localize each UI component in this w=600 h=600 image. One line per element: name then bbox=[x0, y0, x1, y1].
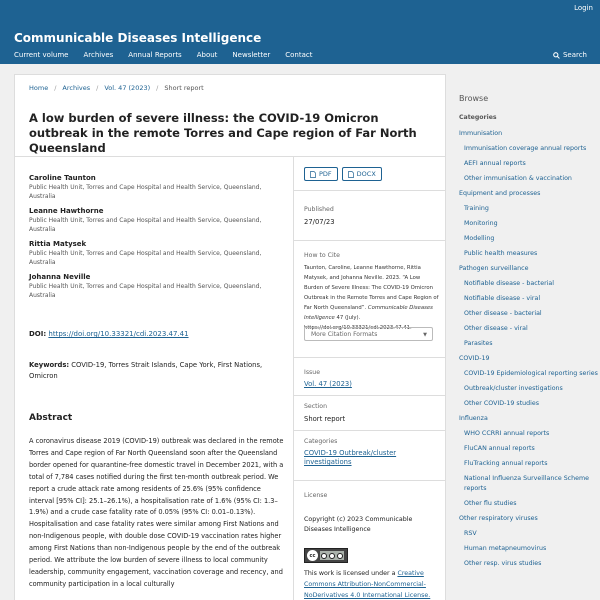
issue-link[interactable]: Vol. 47 (2023) bbox=[304, 380, 352, 388]
title-divider bbox=[15, 156, 445, 157]
sidebar-category-item[interactable]: Immunisation bbox=[459, 130, 503, 137]
nd-icon bbox=[337, 553, 343, 559]
sidebar-category-item[interactable]: COVID-19 Epidemiological reporting series bbox=[464, 370, 598, 377]
citation-text bbox=[304, 263, 439, 333]
license-prefix: This work is licensed under a bbox=[304, 570, 398, 577]
details-divider bbox=[294, 480, 446, 481]
sidebar-category-item[interactable]: Other disease - bacterial bbox=[464, 310, 542, 317]
citation-formats-label: More Citation Formats bbox=[311, 331, 378, 338]
sidebar-category-item[interactable]: Other resp. virus studies bbox=[464, 560, 542, 567]
sidebar-category-item[interactable]: Monitoring bbox=[464, 220, 498, 227]
license-text bbox=[304, 568, 439, 600]
section-label: Section bbox=[304, 403, 327, 410]
file-icon bbox=[310, 171, 316, 178]
keywords bbox=[29, 360, 279, 382]
author-affiliation: Public Health Unit, Torres and Cape Hospital and Health Service, Queensland, Australia bbox=[29, 283, 262, 299]
search-button[interactable] bbox=[553, 51, 587, 59]
details-divider bbox=[294, 430, 446, 431]
author-affiliation: Public Health Unit, Torres and Cape Hospital and Health Service, Queensland, Australia bbox=[29, 217, 262, 233]
nav-contact[interactable]: Contact bbox=[285, 51, 313, 59]
categories-label: Categories bbox=[304, 438, 338, 445]
author-affiliation: Public Health Unit, Torres and Cape Hospital and Health Service, Queensland, Australia bbox=[29, 250, 262, 266]
sidebar-category-item[interactable]: Immunisation coverage annual reports bbox=[464, 145, 587, 152]
sidebar-category-item[interactable]: AEFI annual reports bbox=[464, 160, 526, 167]
doi-link[interactable]: https://doi.org/10.33321/cdi.2023.47.41 bbox=[48, 330, 189, 338]
author-list bbox=[29, 173, 279, 305]
file-icon bbox=[348, 171, 354, 178]
pdf-button[interactable] bbox=[304, 167, 338, 181]
abstract-heading: Abstract bbox=[29, 413, 73, 423]
column-divider bbox=[293, 157, 294, 600]
citation-plain: Taunton, Caroline, Leanne Hawthorne, Rittia Matysek, and Johanna Neville. 2023. “A Low Burden of Severe Illness: The COVID-19 Omicron Outbreak in the Remote Torres and Cape Region of Far North Queensland”. bbox=[304, 265, 439, 311]
breadcrumb-home[interactable]: Home bbox=[29, 84, 49, 92]
nav-archives[interactable]: Archives bbox=[83, 51, 114, 59]
author-name: Caroline Taunton bbox=[29, 174, 96, 182]
cc-conditions-icons bbox=[320, 551, 344, 560]
copyright-text: Copyright (c) 2023 Communicable Diseases Intelligence bbox=[304, 516, 413, 533]
citation-journal: Communicable Diseases Intelligence bbox=[304, 305, 433, 321]
section-value: Short report bbox=[304, 415, 346, 423]
cc-license-badge[interactable] bbox=[304, 548, 348, 563]
author-name: Rittia Matysek bbox=[29, 240, 87, 248]
sidebar-category-item[interactable]: Public health measures bbox=[464, 250, 538, 257]
pdf-label: PDF bbox=[319, 170, 332, 178]
category-list bbox=[459, 129, 600, 569]
by-icon bbox=[321, 553, 327, 559]
search-label: Search bbox=[562, 51, 587, 59]
author-name: Leanne Hawthorne bbox=[29, 207, 104, 215]
login-link[interactable]: Login bbox=[574, 4, 593, 12]
sidebar-category-item[interactable]: Parasites bbox=[464, 340, 493, 347]
details-divider bbox=[294, 395, 446, 396]
keywords-value: COVID-19, Torres Strait Islands, Cape York, First Nations, Omicron bbox=[29, 361, 263, 380]
author-entry bbox=[29, 173, 279, 201]
doi-line bbox=[29, 330, 189, 338]
nc-icon bbox=[329, 553, 335, 559]
sidebar-category-item[interactable]: Other flu studies bbox=[464, 500, 517, 507]
nav-current-volume[interactable]: Current volume bbox=[14, 51, 69, 59]
author-entry bbox=[29, 206, 279, 234]
abstract-text: A coronavirus disease 2019 (COVID-19) outbreak was declared in the remote Torres and Cape region of Far North Queensland soon after the Queensland border opened for quarantine-free domestic travel in December 2021, with a total of 7,784 cases notified during the first ten-month outbreak period. We report a crude attack rate among residents of 25.6% (95% confidence interval [95% CI]: 25.1–26.1%), a hospitalisation rate of 1.6% (95% CI: 1.3–1.9%) and a crude case fatality rate of 0.05% (95% CI: 0.01–0.13%). Hospitalisation and case fatality rates were similar among First Nations and non-Indigenous people, with double dose COVID-19 vaccination rates higher among First Nations than non-Indigenous people by the end of the outbreak period. We attribute the low burden of severe illness to local community leadership, community engagement, vaccination coverage and recency, and community participation in a local culturally bbox=[29, 437, 284, 588]
citation-tail: 47 (July). https://doi.org/10.33321/cdi.2023.47.41. bbox=[304, 315, 412, 331]
sidebar-category-item[interactable]: Notifiable disease - bacterial bbox=[464, 280, 555, 287]
browse-heading: Browse bbox=[459, 94, 489, 103]
sidebar-category-item[interactable]: Training bbox=[464, 205, 489, 212]
docx-button[interactable] bbox=[342, 167, 382, 181]
details-divider bbox=[294, 357, 446, 358]
sidebar-category-item[interactable]: National Influenza Surveillance Scheme reports bbox=[464, 475, 590, 492]
license-link[interactable]: Creative Commons Attribution-NonCommercial-NoDerivatives 4.0 International License. bbox=[304, 570, 431, 599]
category-link[interactable]: COVID-19 Outbreak/cluster investigations bbox=[304, 449, 397, 466]
published-label: Published bbox=[304, 206, 334, 213]
search-icon bbox=[553, 52, 560, 59]
sidebar-category-item[interactable]: Other respiratory viruses bbox=[459, 515, 538, 522]
sidebar-category-item[interactable]: Other disease - viral bbox=[464, 325, 528, 332]
details-divider bbox=[294, 190, 446, 191]
breadcrumb-current: Short report bbox=[164, 84, 204, 92]
breadcrumb-volume[interactable]: Vol. 47 (2023) bbox=[104, 84, 151, 92]
main-nav bbox=[14, 51, 328, 59]
sidebar-category-item[interactable]: RSV bbox=[464, 530, 477, 537]
site-title[interactable]: Communicable Diseases Intelligence bbox=[14, 31, 262, 45]
issue-label: Issue bbox=[304, 369, 321, 376]
sidebar-category-item[interactable]: Equipment and processes bbox=[459, 190, 541, 197]
breadcrumb bbox=[29, 84, 204, 92]
author-affiliation: Public Health Unit, Torres and Cape Hospital and Health Service, Queensland, Australia bbox=[29, 184, 262, 200]
sidebar-category-item[interactable]: WHO CCRRI annual reports bbox=[464, 430, 550, 437]
author-name: Johanna Neville bbox=[29, 273, 91, 281]
categories-heading: Categories bbox=[459, 114, 497, 121]
cite-label: How to Cite bbox=[304, 252, 340, 259]
sidebar-category-item[interactable]: FluTracking annual reports bbox=[464, 460, 548, 467]
cc-logo-icon: cc bbox=[307, 550, 318, 561]
sidebar-category-item[interactable]: Influenza bbox=[459, 415, 488, 422]
license-label: License bbox=[304, 492, 328, 499]
sidebar-category-item[interactable]: Pathogen surveillance bbox=[459, 265, 529, 272]
breadcrumb-separator: / bbox=[96, 84, 99, 92]
sidebar-category-item[interactable]: COVID-19 bbox=[459, 355, 490, 362]
sidebar bbox=[459, 94, 600, 574]
nav-about[interactable]: About bbox=[196, 51, 218, 59]
sidebar-category-item[interactable]: Other COVID-19 studies bbox=[464, 400, 540, 407]
sidebar-category-item[interactable]: Notifiable disease - viral bbox=[464, 295, 541, 302]
site-header bbox=[0, 0, 600, 64]
published-date: 27/07/23 bbox=[304, 218, 335, 226]
chevron-down-icon: ▼ bbox=[423, 332, 427, 338]
details-divider bbox=[294, 240, 446, 241]
docx-label: DOCX bbox=[356, 170, 376, 178]
sidebar-category-item[interactable]: Modelling bbox=[464, 235, 495, 242]
nav-newsletter[interactable]: Newsletter bbox=[232, 51, 271, 59]
galley-links bbox=[304, 167, 386, 181]
sidebar-category-item[interactable]: Human metapneumovirus bbox=[464, 545, 547, 552]
keywords-label: Keywords: bbox=[29, 361, 70, 369]
article-title: A low burden of severe illness: the COVID-19 Omicron outbreak in the remote Torres and Cape region of Far North Queensland bbox=[29, 111, 417, 155]
author-entry bbox=[29, 239, 279, 267]
sidebar-category-item[interactable]: Outbreak/cluster investigations bbox=[464, 385, 563, 392]
breadcrumb-separator: / bbox=[54, 84, 57, 92]
sidebar-category-item[interactable]: Other immunisation & vaccination bbox=[464, 175, 572, 182]
doi-label: DOI: bbox=[29, 330, 47, 338]
sidebar-category-item[interactable]: FluCAN annual reports bbox=[464, 445, 535, 452]
breadcrumb-separator: / bbox=[156, 84, 159, 92]
article-panel bbox=[14, 74, 446, 600]
nav-annual-reports[interactable]: Annual Reports bbox=[128, 51, 182, 59]
citation-formats-dropdown[interactable] bbox=[304, 327, 433, 341]
author-entry bbox=[29, 272, 279, 300]
breadcrumb-archives[interactable]: Archives bbox=[62, 84, 91, 92]
